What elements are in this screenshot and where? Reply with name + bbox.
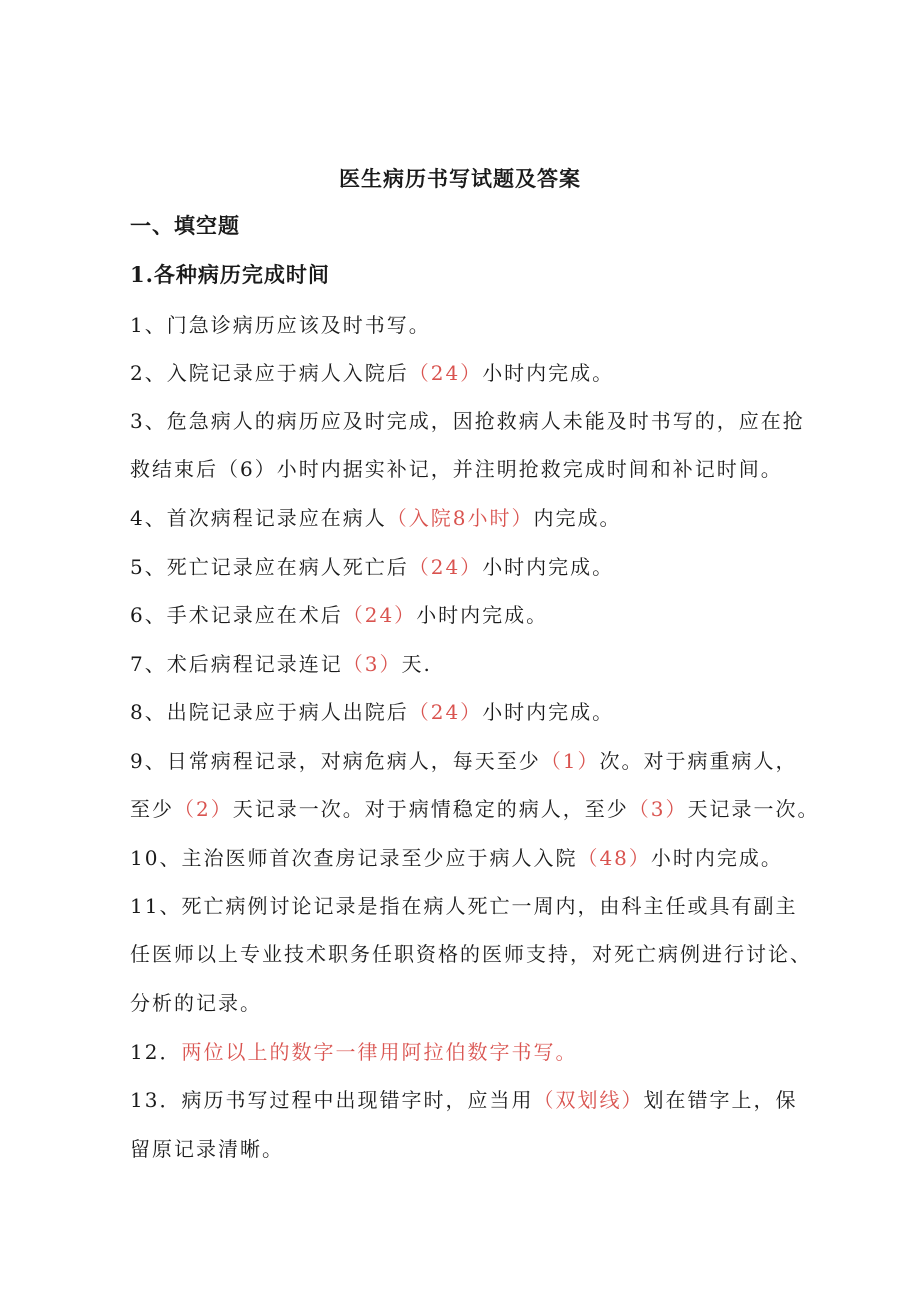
- question-line: [130, 793, 819, 822]
- line-text: 11、死亡病例讨论记录是指在病人死亡一周内，由科主任或具有副主: [130, 894, 798, 918]
- line-text: 12．: [130, 1040, 182, 1064]
- line-text: 7、术后病程记录连记: [130, 652, 343, 676]
- question-line: [130, 987, 262, 1016]
- question-line: [130, 453, 783, 482]
- line-text: 分析的记录。: [130, 991, 262, 1015]
- line-text: 划在错字上，保: [643, 1088, 798, 1112]
- line-text: 4、首次病程记录应在病人: [130, 506, 387, 530]
- answer-text: （2）: [174, 797, 233, 821]
- line-text: 9、日常病程记录，对病危病人，每天至少: [130, 749, 541, 773]
- line-text: 5、死亡记录应在病人死亡后: [130, 555, 409, 579]
- section-heading: 一、填空题: [130, 213, 240, 238]
- document-title: 医生病历书写试题及答案: [339, 166, 581, 191]
- line-text: 1、门急诊病历应该及时书写。: [130, 313, 431, 337]
- question-line: [130, 551, 614, 580]
- line-text: 2、入院记录应于病人入院后: [130, 361, 409, 385]
- question-line: [130, 745, 797, 774]
- line-text: 小时内完成。: [482, 361, 615, 385]
- line-text: 小时内完成。: [482, 555, 615, 579]
- question-line: [130, 1133, 284, 1162]
- line-text: 内完成。: [533, 506, 622, 530]
- question-line: [130, 1036, 577, 1065]
- answer-text: 两位以上的数字一律用阿拉伯数字书写。: [181, 1040, 578, 1064]
- question-line: [130, 502, 621, 531]
- answer-text: （双划线）: [533, 1088, 644, 1112]
- answer-text: （入院8小时）: [386, 506, 534, 530]
- question-line: [130, 648, 432, 677]
- answer-text: （24）: [408, 700, 483, 724]
- answer-text: （24）: [408, 361, 483, 385]
- answer-text: （48）: [577, 846, 651, 870]
- question-line: [130, 696, 614, 725]
- answer-text: （24）: [408, 555, 483, 579]
- line-text: 留原记录清晰。: [130, 1137, 284, 1161]
- line-text: 任医师以上专业技术职务任职资格的医师支持，对死亡病例进行讨论、: [130, 942, 812, 966]
- question-line: [130, 309, 431, 338]
- question-line: [130, 405, 805, 434]
- line-text: 小时内完成。: [650, 846, 783, 870]
- question-line: [130, 599, 548, 628]
- question-line: [130, 890, 797, 919]
- line-text: 8、出院记录应于病人出院后: [130, 700, 409, 724]
- question-line: [130, 1084, 797, 1113]
- question-line: [130, 842, 783, 871]
- answer-text: （1）: [540, 749, 600, 773]
- answer-text: （3）: [628, 797, 688, 821]
- line-text: 10、主治医师首次查房记录至少应于病人入院: [130, 846, 578, 870]
- line-text: 13．病历书写过程中出现错字时，应当用: [130, 1088, 534, 1112]
- answer-text: （3）: [342, 652, 402, 676]
- line-text: 小时内完成。: [482, 700, 615, 724]
- line-text: 救结束后（6）小时内据实补记，并注明抢救完成时间和补记时间。: [130, 457, 783, 481]
- line-text: 天.: [401, 652, 432, 676]
- line-text: 天记录一次。对于病情稳定的病人，至少: [232, 797, 629, 821]
- question-line: [130, 938, 812, 967]
- line-text: 小时内完成。: [416, 603, 549, 627]
- subsection-heading: 1.各种病历完成时间: [130, 262, 330, 287]
- line-text: 6、手术记录应在术后: [130, 603, 343, 627]
- question-line: [130, 357, 614, 386]
- line-text: 3、危急病人的病历应及时完成，因抢救病人未能及时书写的，应在抢: [130, 409, 805, 433]
- answer-text: （24）: [342, 603, 417, 627]
- line-text: 至少: [130, 797, 174, 821]
- line-text: 次。对于病重病人，: [599, 749, 798, 773]
- line-text: 天记录一次。: [687, 797, 820, 821]
